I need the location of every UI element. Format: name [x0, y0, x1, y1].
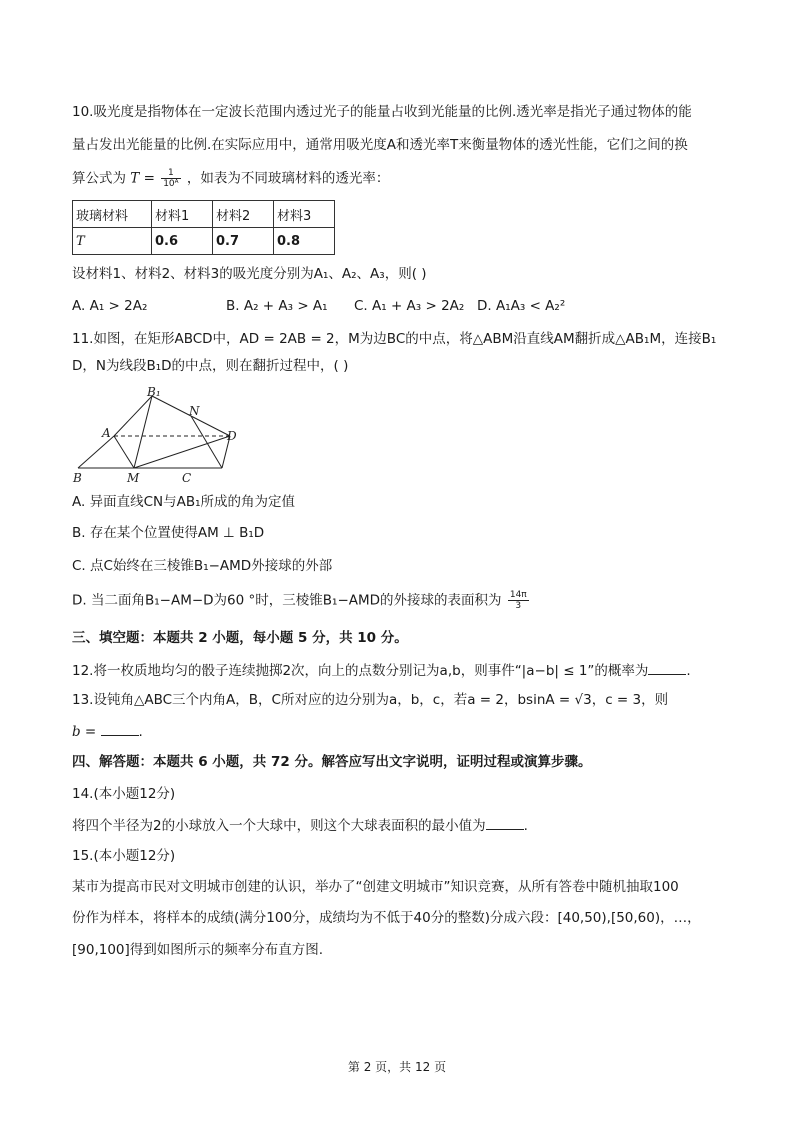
table-row: [73, 228, 335, 255]
q10-line3-suffix: ，如表为不同玻璃材料的透光率：: [186, 170, 390, 187]
q10-option-c: C. A₁ + A₃ > 2A₂: [354, 298, 465, 314]
transmittance-table: [72, 200, 335, 255]
q15-line2: 份作为样本，将样本的成绩(满分100分，成绩均为不低于40分的整数)分成六段：[40,50),[50,60)，…，: [72, 910, 701, 926]
q10-formula-lhs: T =: [130, 170, 155, 187]
edge-am: [114, 436, 134, 468]
table-header-row: [73, 201, 335, 228]
fraction-numerator: 14π: [509, 590, 527, 600]
q14-heading: 14.(本小题12分): [72, 786, 176, 802]
fraction-denominator: 3: [515, 601, 522, 611]
section-3-heading: 三、填空题：本题共 2 小题，每小题 5 分，共 10 分。: [72, 630, 408, 646]
table-header-cell: 材料3: [274, 201, 335, 228]
q13-answer-blank: [101, 721, 139, 736]
q10-line2: 量占发出光能量的比例.在实际应用中，通常用吸光度A和透光率T来衡量物体的透光性能，它们之间的换: [72, 137, 688, 153]
q11-option-c: C. 点C始终在三棱锥B₁−AMD外接球的外部: [72, 558, 333, 574]
q11-line1: 11.如图，在矩形ABCD中，AD = 2AB = 2，M为边BC的中点，将△ABM沿直线AM翻折成△AB₁M，连接B₁: [72, 331, 717, 347]
label-c: C: [182, 471, 192, 485]
table-cell: 0.8: [274, 228, 335, 255]
section-4-heading: 四、解答题：本题共 6 小题，共 72 分。解答应写出文字说明，证明过程或演算步骤。: [72, 754, 592, 770]
q10-fraction-numerator: 1: [161, 168, 180, 179]
q14-answer-blank: [486, 815, 524, 830]
q10-option-a: A. A₁ > 2A₂: [72, 298, 148, 314]
table-header-cell: 材料2: [213, 201, 274, 228]
label-b1: B₁: [147, 385, 161, 399]
q13-end: .: [138, 724, 143, 740]
q10-formula-fraction: [161, 168, 180, 189]
q11-option-d-fraction: [508, 590, 529, 611]
q15-line3: [90,100]得到如图所示的频率分布直方图.: [72, 942, 324, 958]
label-a: A: [102, 426, 111, 440]
q13-line1: 13.设钝角△ABC三个内角A，B，C所对应的边分别为a，b，c，若a = 2，bsinA = √3，c = 3，则: [72, 692, 669, 708]
edge-ab1: [114, 396, 152, 436]
table-header-cell: 玻璃材料: [73, 201, 152, 228]
q10-fraction-denominator: 10ᴬ: [163, 179, 179, 189]
q15-heading: 15.(本小题12分): [72, 848, 176, 864]
label-m: M: [127, 471, 140, 485]
q11-option-a: A. 异面直线CN与AB₁所成的角为定值: [72, 494, 296, 510]
table-cell: T: [73, 228, 152, 255]
q12-text: 12.将一枚质地均匀的骰子连续抛掷2次，向上的点数分别记为a,b，则事件“|a−b| ≤ 1”的概率为: [72, 663, 649, 679]
page-footer: 第 2 页，共 12 页: [347, 1060, 447, 1074]
q11-option-b: B. 存在某个位置使得AM ⊥ B₁D: [72, 525, 265, 541]
q14-body: [72, 815, 528, 836]
q15-line1: 某市为提高市民对文明城市创建的认识，举办了“创建文明城市”知识竞赛，从所有答卷中随机抽取100: [72, 879, 679, 895]
q10-line1: 10.吸光度是指物体在一定波长范围内透过光子的能量占收到光能量的比例.透光率是指光子通过物体的能: [72, 104, 692, 120]
q10-options: [72, 296, 732, 316]
q12-end: .: [686, 663, 691, 679]
q13-b-equals: b =: [72, 724, 97, 740]
q11-line2: D，N为线段B₁D的中点，则在翻折过程中，( ): [72, 358, 349, 374]
table-cell: 0.6: [152, 228, 213, 255]
q13-line2: [72, 721, 143, 742]
table-header-cell: 材料1: [152, 201, 213, 228]
q10-option-d: D. A₁A₃ < A₂²: [477, 298, 566, 314]
table-cell: 0.7: [213, 228, 274, 255]
q10-line3: [72, 168, 389, 189]
q10-option-b: B. A₂ + A₃ > A₁: [226, 298, 328, 314]
label-n: N: [189, 404, 200, 418]
q12: [72, 660, 691, 681]
edge-md: [134, 436, 230, 468]
q10-line3-prefix: 算公式为: [72, 170, 126, 187]
q14-end: .: [523, 818, 528, 834]
q11-option-d: [72, 590, 531, 611]
q12-answer-blank: [648, 660, 686, 675]
label-b: B: [73, 471, 82, 485]
q10-after-table: 设材料1、材料2、材料3的吸光度分别为A₁、A₂、A₃，则( ): [72, 266, 427, 282]
q14-text: 将四个半径为2的小球放入一个大球中，则这个大球表面积的最小值为: [72, 818, 486, 834]
label-d: D: [227, 429, 237, 443]
q11-option-d-text: D. 当二面角B₁−AM−D为60 °时，三棱锥B₁−AMD的外接球的表面积为: [72, 592, 502, 609]
edge-ba: [78, 436, 114, 468]
fold-figure: [70, 384, 250, 486]
edge-b1m: [134, 396, 152, 468]
